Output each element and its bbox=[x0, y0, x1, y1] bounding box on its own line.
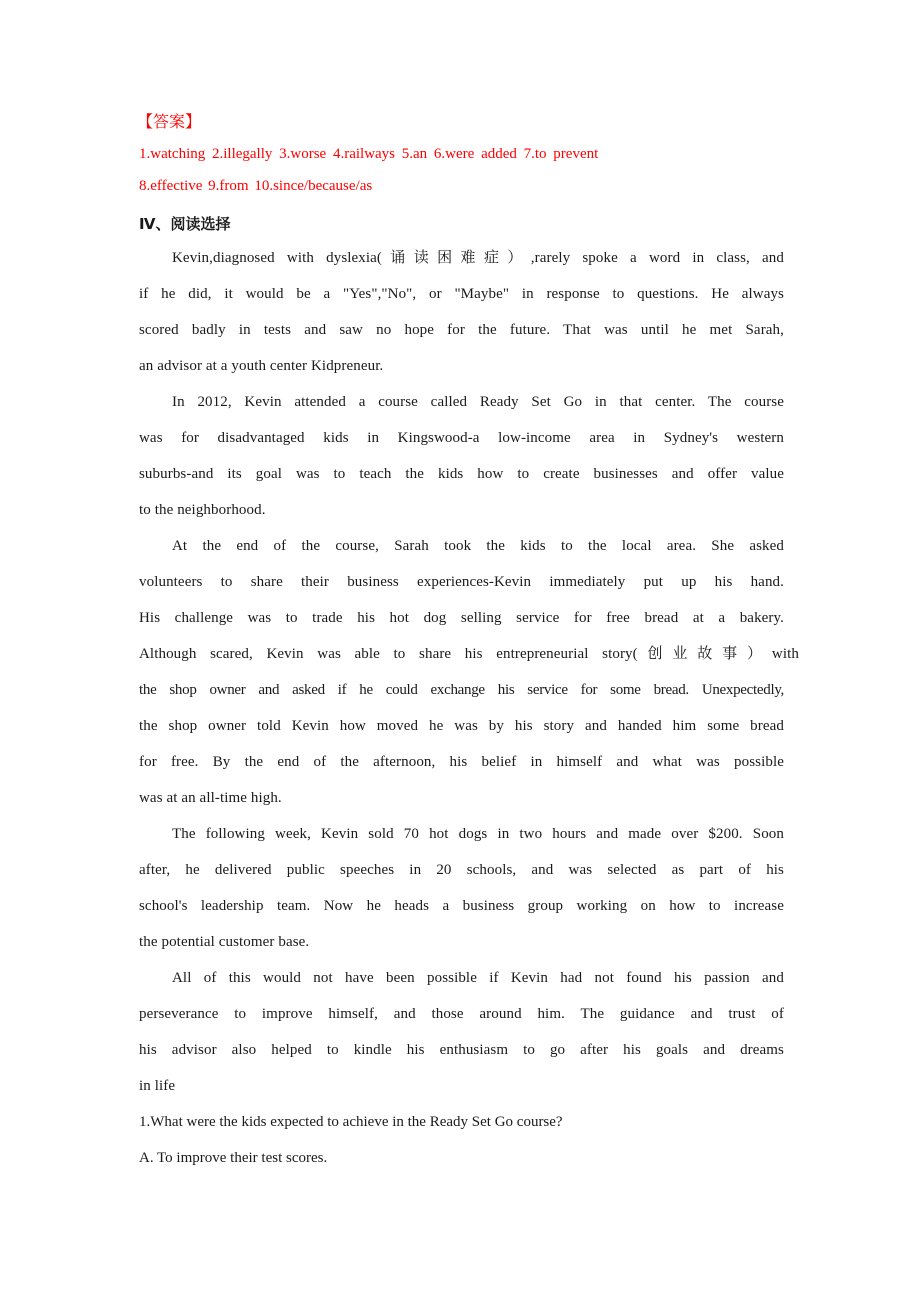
paragraph-line: school's leadership team. Now he heads a business group working on how to increase bbox=[139, 898, 784, 914]
paragraph-3 bbox=[139, 528, 799, 816]
paragraph-line: if he did, it would be a "Yes","No", or "Maybe" in response to questions. He always bbox=[139, 286, 784, 302]
answer-line-1: 1.watching 2.illegally 3.worse 4.railways 5.an 6.were added 7.to prevent bbox=[139, 146, 599, 162]
paragraph-line: his advisor also helped to kindle his enthusiasm to go after his goals and dreams bbox=[139, 1042, 784, 1058]
question-stem: 1.What were the kids expected to achieve in the Ready Set Go course? bbox=[139, 1114, 563, 1130]
paragraph-line: suburbs-and its goal was to teach the kids how to create businesses and offer value bbox=[139, 466, 784, 482]
paragraph-line: At the end of the course, Sarah took the kids to the local area. She asked bbox=[172, 538, 784, 554]
paragraph-line: Although scared, Kevin was able to share his entrepreneurial story(创业故事）with bbox=[139, 646, 799, 662]
answer-line-2: 8.effective 9.from 10.since/because/as bbox=[139, 178, 373, 194]
paragraph-line: was at an all-time high. bbox=[139, 790, 282, 806]
section-title: Ⅳ、阅读选择 bbox=[139, 215, 231, 233]
paragraph-line: volunteers to share their business experiences-Kevin immediately put up his hand. bbox=[139, 574, 784, 590]
paragraph-1 bbox=[139, 240, 784, 384]
question-option-a: A. To improve their test scores. bbox=[139, 1150, 328, 1166]
answer-header: 【答案】 bbox=[137, 114, 202, 131]
paragraph-2 bbox=[139, 384, 784, 528]
paragraph-line: in life bbox=[139, 1078, 176, 1094]
paragraph-line: scored badly in tests and saw no hope for the future. That was until he met Sarah, bbox=[139, 322, 784, 338]
paragraph-line: was for disadvantaged kids in Kingswood-a low-income area in Sydney's western bbox=[139, 430, 784, 446]
paragraph-line: All of this would not have been possible if Kevin had not found his passion and bbox=[172, 970, 784, 986]
paragraph-line: after, he delivered public speeches in 20 schools, and was selected as part of his bbox=[139, 862, 784, 878]
paragraph-line: In 2012, Kevin attended a course called Ready Set Go in that center. The course bbox=[172, 394, 784, 410]
reading-passage bbox=[139, 240, 799, 1104]
document-page bbox=[137, 108, 799, 1176]
paragraph-line: the potential customer base. bbox=[139, 934, 310, 950]
paragraph-4 bbox=[139, 816, 784, 960]
paragraph-line: to the neighborhood. bbox=[139, 502, 266, 518]
paragraph-line: Kevin,diagnosed with dyslexia(诵读困难症）,rarely spoke a word in class, and bbox=[172, 250, 784, 266]
paragraph-5 bbox=[139, 960, 784, 1104]
paragraph-line: the shop owner told Kevin how moved he was by his story and handed him some bread bbox=[139, 718, 784, 734]
paragraph-line: an advisor at a youth center Kidpreneur. bbox=[139, 358, 384, 374]
paragraph-line: His challenge was to trade his hot dog selling service for free bread at a bakery. bbox=[139, 610, 784, 626]
paragraph-line: for free. By the end of the afternoon, his belief in himself and what was possible bbox=[139, 754, 784, 770]
paragraph-line: perseverance to improve himself, and those around him. The guidance and trust of bbox=[139, 1006, 784, 1022]
paragraph-line: The following week, Kevin sold 70 hot dogs in two hours and made over $200. Soon bbox=[172, 826, 784, 842]
answer-section bbox=[139, 108, 784, 202]
question-1 bbox=[139, 1104, 784, 1176]
paragraph-line: the shop owner and asked if he could exchange his service for some bread. Unexpectedly, bbox=[139, 682, 784, 698]
